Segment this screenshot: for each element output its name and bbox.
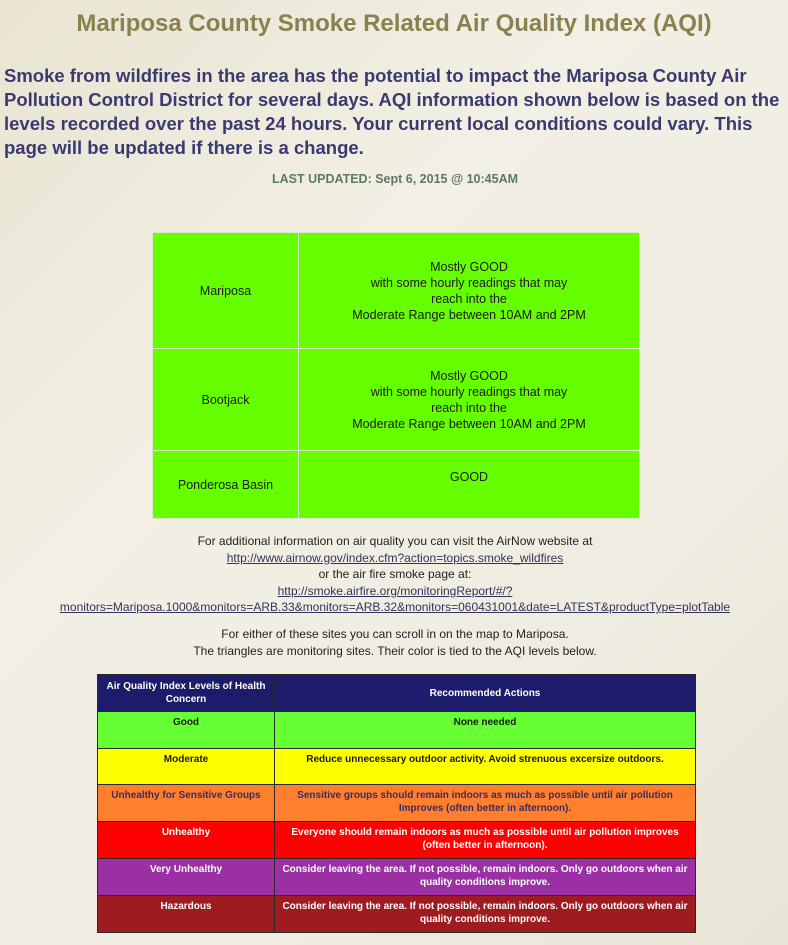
status-line: with some hourly readings that may: [370, 275, 568, 290]
aqi-action: Sensitive groups should remain indoors as much as possible until air pollution Improves (often better in afternoon).: [275, 785, 696, 822]
status-line: with some hourly readings that may: [370, 384, 568, 399]
aqi-level: Hazardous: [98, 896, 275, 933]
location-name-text: Ponderosa Basin: [177, 477, 274, 492]
aqi-levels-table: [97, 674, 696, 933]
airnow-text: For additional information on air quality you can visit the AirNow website at: [197, 534, 593, 548]
aqi-level: Good: [98, 712, 275, 749]
aqi-header-row: [98, 675, 696, 712]
map-text: For either of these sites you can scroll in on the map to Mariposa.: [221, 627, 569, 641]
aqi-action: Everyone should remain indoors as much as possible until air pollution improves (often better in afternoon).: [275, 822, 696, 859]
aqi-row-good: [98, 712, 696, 749]
status-line: Moderate Range between 10AM and 2PM: [352, 307, 586, 322]
header-action: Recommended Actions: [275, 675, 696, 712]
aqi-row-hazardous: [98, 896, 696, 933]
location-row-ponderosa-basin: [153, 451, 640, 519]
aqi-action: Consider leaving the area. If not possible, remain indoors. Only go outdoors when air quality conditions improve.: [275, 896, 696, 933]
aqi-action: None needed: [275, 712, 696, 749]
map-text: The triangles are monitoring sites. Their color is tied to the AQI levels below.: [193, 643, 597, 658]
last-updated: LAST UPDATED: Sept 6, 2015 @ 10:45AM: [271, 172, 519, 186]
status-line: Mostly GOOD: [430, 259, 508, 274]
map-instructions: [0, 626, 788, 659]
location-status: [299, 349, 640, 451]
location-status-table: [152, 232, 640, 519]
aqi-action: Reduce unnecessary outdoor activity. Avoid strenuous excersize outdoors.: [275, 749, 696, 785]
aqi-level: Very Unhealthy: [98, 859, 275, 896]
aqi-row-unhealthy: [98, 822, 696, 859]
airfire-link[interactable]: http://smoke.airfire.org/monitoringReport/#/?: [277, 583, 513, 598]
aqi-level: Unhealthy for Sensitive Groups: [98, 785, 275, 822]
airnow-link[interactable]: http://www.airnow.gov/index.cfm?action=topics.smoke_wildfires: [226, 550, 564, 565]
aqi-action: Consider leaving the area. If not possible, remain indoors. Only go outdoors when air quality conditions improve.: [275, 859, 696, 896]
status-line: reach into the: [431, 400, 507, 415]
aqi-level: Unhealthy: [98, 822, 275, 859]
aqi-row-moderate: [98, 749, 696, 785]
status-line: GOOD: [449, 470, 489, 484]
airfire-link-continued[interactable]: monitors=Mariposa.1000&monitors=ARB.33&monitors=ARB.32&monitors=060431001&date=LATEST&productType=plotTable: [59, 600, 731, 614]
info-section: [0, 533, 788, 616]
location-status: [299, 451, 640, 519]
location-row-bootjack: [153, 349, 640, 451]
location-name: [153, 451, 299, 519]
aqi-row-very-unhealthy: [98, 859, 696, 896]
location-name: Bootjack: [153, 349, 299, 451]
location-status: [299, 233, 640, 349]
aqi-row-sensitive: [98, 785, 696, 822]
status-line: Mostly GOOD: [430, 368, 508, 383]
page-title: Mariposa County Smoke Related Air Quality Index (AQI): [76, 10, 712, 37]
status-line: Moderate Range between 10AM and 2PM: [352, 416, 586, 431]
location-row-mariposa: [153, 233, 640, 349]
aqi-level: Moderate: [98, 749, 275, 785]
intro-paragraph: Smoke from wildfires in the area has the potential to impact the Mariposa County Air Pollution Control District for several days. AQI information shown below is based on the levels recorded over the past 24 hours. Your current local conditions could vary. This page will be updated if there is a change.: [4, 65, 780, 158]
status-line: reach into the: [431, 291, 507, 306]
header-level: Air Quality Index Levels of Health Concern: [98, 675, 275, 712]
location-name: Mariposa: [153, 233, 299, 349]
airfire-text: or the air fire smoke page at:: [318, 567, 472, 581]
